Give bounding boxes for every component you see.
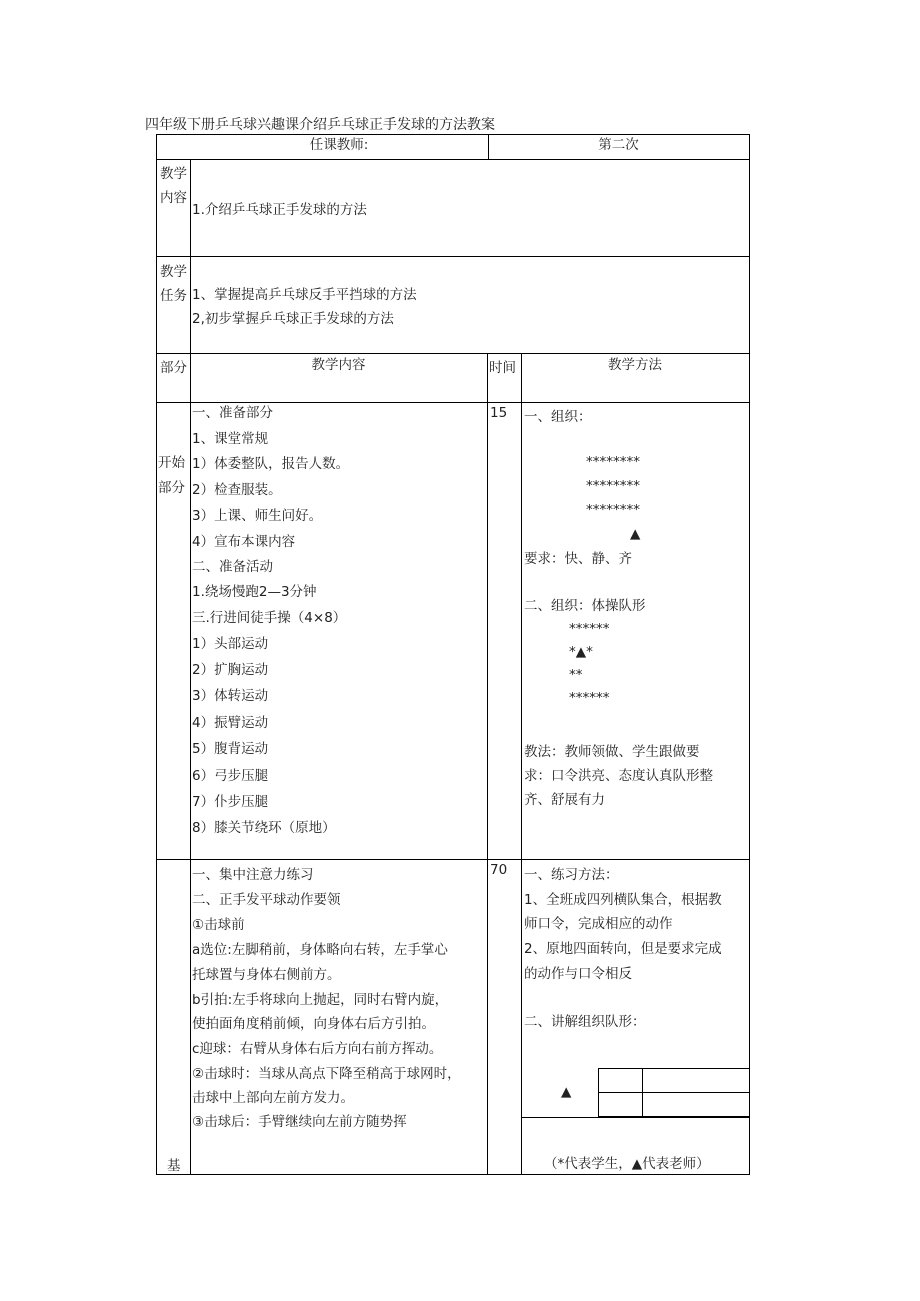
col-header-part: 部分 [160,360,187,376]
col-header-time: 时间 [489,360,516,376]
list-item: 3）体转运动 [192,688,269,704]
list-item: 2）检查服装。 [192,482,282,498]
method-line: 一、练习方法： [524,867,619,883]
teacher-mark: ▲ [561,1084,572,1100]
org-heading-2: 二、讲解组织队形： [524,1014,646,1030]
content-row-label-2: 内容 [160,190,187,206]
list-item: 1）头部运动 [192,636,269,652]
list-item: 二、准备活动 [192,559,273,575]
legend-text: （*代表学生，▲代表老师） [544,1156,710,1172]
list-item: 3）上课、师生问好。 [192,508,323,524]
teach-method-line: 求：口令洪亮、态度认真队形整 [524,768,713,784]
list-item: 使拍面角度稍前倾，向身体右后方引拍。 [192,1016,435,1032]
grid-line [156,402,750,403]
formation-row: ******** [586,454,640,470]
list-item: 二、正手发平球动作要领 [192,892,341,908]
teacher-mark: ▲ [630,526,641,542]
content-row-label-1: 教学 [160,166,187,182]
grid-line [749,134,750,1175]
list-item: 8）膝关节绕环（原地） [192,820,336,836]
teach-method-line: 教法：教师领做、学生跟做要 [524,744,700,760]
list-item: 4）宣布本课内容 [192,534,296,550]
grid-line [156,134,157,1175]
gym-row: ****** [569,690,610,706]
gym-row: ****** [569,621,610,637]
content-row-text: 1.介绍乒乓球正手发球的方法 [192,202,367,218]
grid-line [598,1092,749,1093]
formation-row: ******** [586,502,640,518]
list-item: 一、准备部分 [192,405,273,421]
basic-section-label: 基 [167,1158,181,1174]
grid-line [156,1174,750,1175]
start-section-time: 15 [490,405,508,421]
formation-row: ******** [586,478,640,494]
list-item: 三.行进间徒手操（4×8） [192,610,347,626]
list-item: 击球中上部向左前方发力。 [192,1090,354,1106]
list-item: ①击球前 [192,917,245,933]
grid-line [190,159,191,1175]
grid-line [156,859,750,860]
grid-line [156,353,750,354]
list-item: b引拍:左手将球向上抛起，同时右臂内旋， [192,992,449,1008]
method-line: 2、原地四面转向，但是要求完成 [524,941,722,957]
start-section-label-2: 部分 [158,480,185,496]
list-item: 托球置与身体右侧前方。 [192,967,341,983]
teacher-label: 任课教师: [309,137,369,153]
grid-line [522,1117,750,1118]
list-item: 6）弓步压腿 [192,768,269,784]
org1-heading: 一、组织： [524,409,592,425]
method-line: 师口令，完成相应的动作 [524,916,673,932]
list-item: 一、集中注意力练习 [192,867,314,883]
list-item: a选位:左脚稍前，身体略向右转，左手掌心 [192,942,448,958]
grid-line [598,1068,749,1069]
list-item: 5）腹背运动 [192,741,269,757]
list-item: 2）扩胸运动 [192,662,269,678]
list-item: 1）体委整队，报告人数。 [192,456,350,472]
grid-line [156,159,750,160]
grid-line [156,256,750,257]
gym-row: ** [569,667,583,683]
requirement-text: 要求：快、静、齐 [524,551,632,567]
list-item: 1.绕场慢跑2—3分钟 [192,584,317,600]
list-item: ②击球时：当球从高点下降至稍高于球网时， [192,1066,461,1082]
list-item: 1、课堂常规 [192,431,269,447]
gym-row: *▲* [569,644,593,660]
list-item: c迎球：右臂从身体右后方向右前方挥动。 [192,1041,443,1057]
grid-line [156,134,750,135]
col-header-content: 教学内容 [311,357,366,373]
list-item: 4）振臂运动 [192,715,269,731]
session-label: 第二次 [598,137,639,153]
grid-line [642,1068,643,1117]
task-row-label-2: 任务 [160,288,187,304]
task-row-label-1: 教学 [160,264,187,280]
task-line-1: 1、掌握提高乒乓球反手平挡球的方法 [192,287,417,303]
method-line: 1、全班成四列横队集合，根据教 [524,892,722,908]
col-header-method: 教学方法 [608,357,662,373]
teach-method-line: 齐、舒展有力 [524,792,605,808]
org2-heading: 二、组织：体操队形 [524,598,646,614]
list-item: ③击球后：手臂继续向左前方随势挥 [192,1114,407,1130]
grid-line [598,1068,599,1117]
grid-line [487,353,488,1175]
list-item: 7）仆步压腿 [192,794,269,810]
basic-section-time: 70 [490,862,508,878]
method-line: 的动作与口令相反 [524,966,632,982]
grid-line [521,353,522,1175]
document-title: 四年级下册乒乓球兴趣课介绍乒乓球正手发球的方法教案 [145,117,495,133]
task-line-2: 2,初步掌握乒乓球正手发球的方法 [192,311,394,327]
grid-line [598,1116,749,1117]
start-section-label-1: 开始 [158,455,185,471]
